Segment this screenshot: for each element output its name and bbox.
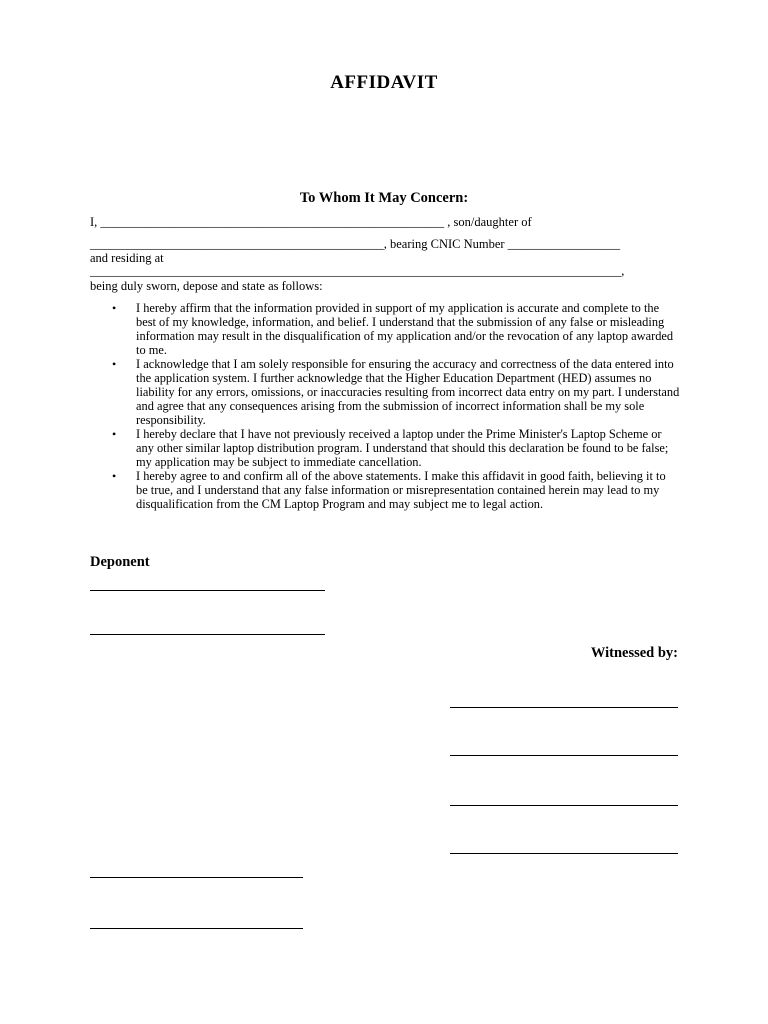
statement-text: I acknowledge that I am solely responsible for ensuring the accuracy and correctness of the data entered into the application system. I further acknowledge that the Higher Education Department (HED) assumes no liability for any errors, omissions, or inaccuracies resulting from incorrect data entry on my part. I understand and agree that any consequences arising from the submission of incorrect information shall be my sole responsibility. [136,357,680,427]
document-title: AFFIDAVIT [330,72,438,93]
witness-line [450,805,678,806]
statement-item [100,427,680,469]
salutation: To Whom It May Concern: [299,190,469,206]
deponent-signature-line [90,590,325,591]
witness-heading: Witnessed by: [590,645,678,661]
witness-line [450,755,678,756]
parent-cnic-line: _______________________________________________, bearing CNIC Number __________________ [90,237,621,251]
statement-text: I hereby declare that I have not previously received a laptop under the Prime Minister's Laptop Scheme or any other similar laptop distribution program. I understand that should this declaration be found to be false; my application may be subject to immediate cancellation. [136,427,669,469]
bullet-icon: • [112,357,117,371]
sworn-statement-intro: being duly sworn, depose and state as follows: [90,279,323,293]
deponent-name-line [90,634,325,635]
name-line: I, _______________________________________________________ , son/daughter of [90,215,532,229]
signature-line [90,928,303,929]
statement-item [100,357,680,427]
bullet-icon: • [112,469,117,483]
bullet-icon: • [112,301,117,315]
deponent-heading: Deponent [90,554,150,570]
signature-line [90,877,303,878]
statement-item [100,469,680,511]
residing-label: and residing at [90,251,164,265]
witness-line [450,707,678,708]
statement-list [100,301,680,511]
address-line: _____________________________________________________________________________________, [90,264,625,278]
statement-text: I hereby agree to and confirm all of the above statements. I make this affidavit in good faith, believing it to be true, and I understand that any false information or misrepresentation contained herein may lead to my disqualification from the CM Laptop Program and may subject me to legal action. [136,469,666,511]
witness-line [450,853,678,854]
statement-text: I hereby affirm that the information provided in support of my application is accurate and complete to the best of my knowledge, information, and belief. I understand that the submission of any false or misleading information may result in the disqualification of my application and/or the revocation of any laptop awarded to me. [136,301,674,357]
bullet-icon: • [112,427,117,441]
statement-item [100,301,680,357]
